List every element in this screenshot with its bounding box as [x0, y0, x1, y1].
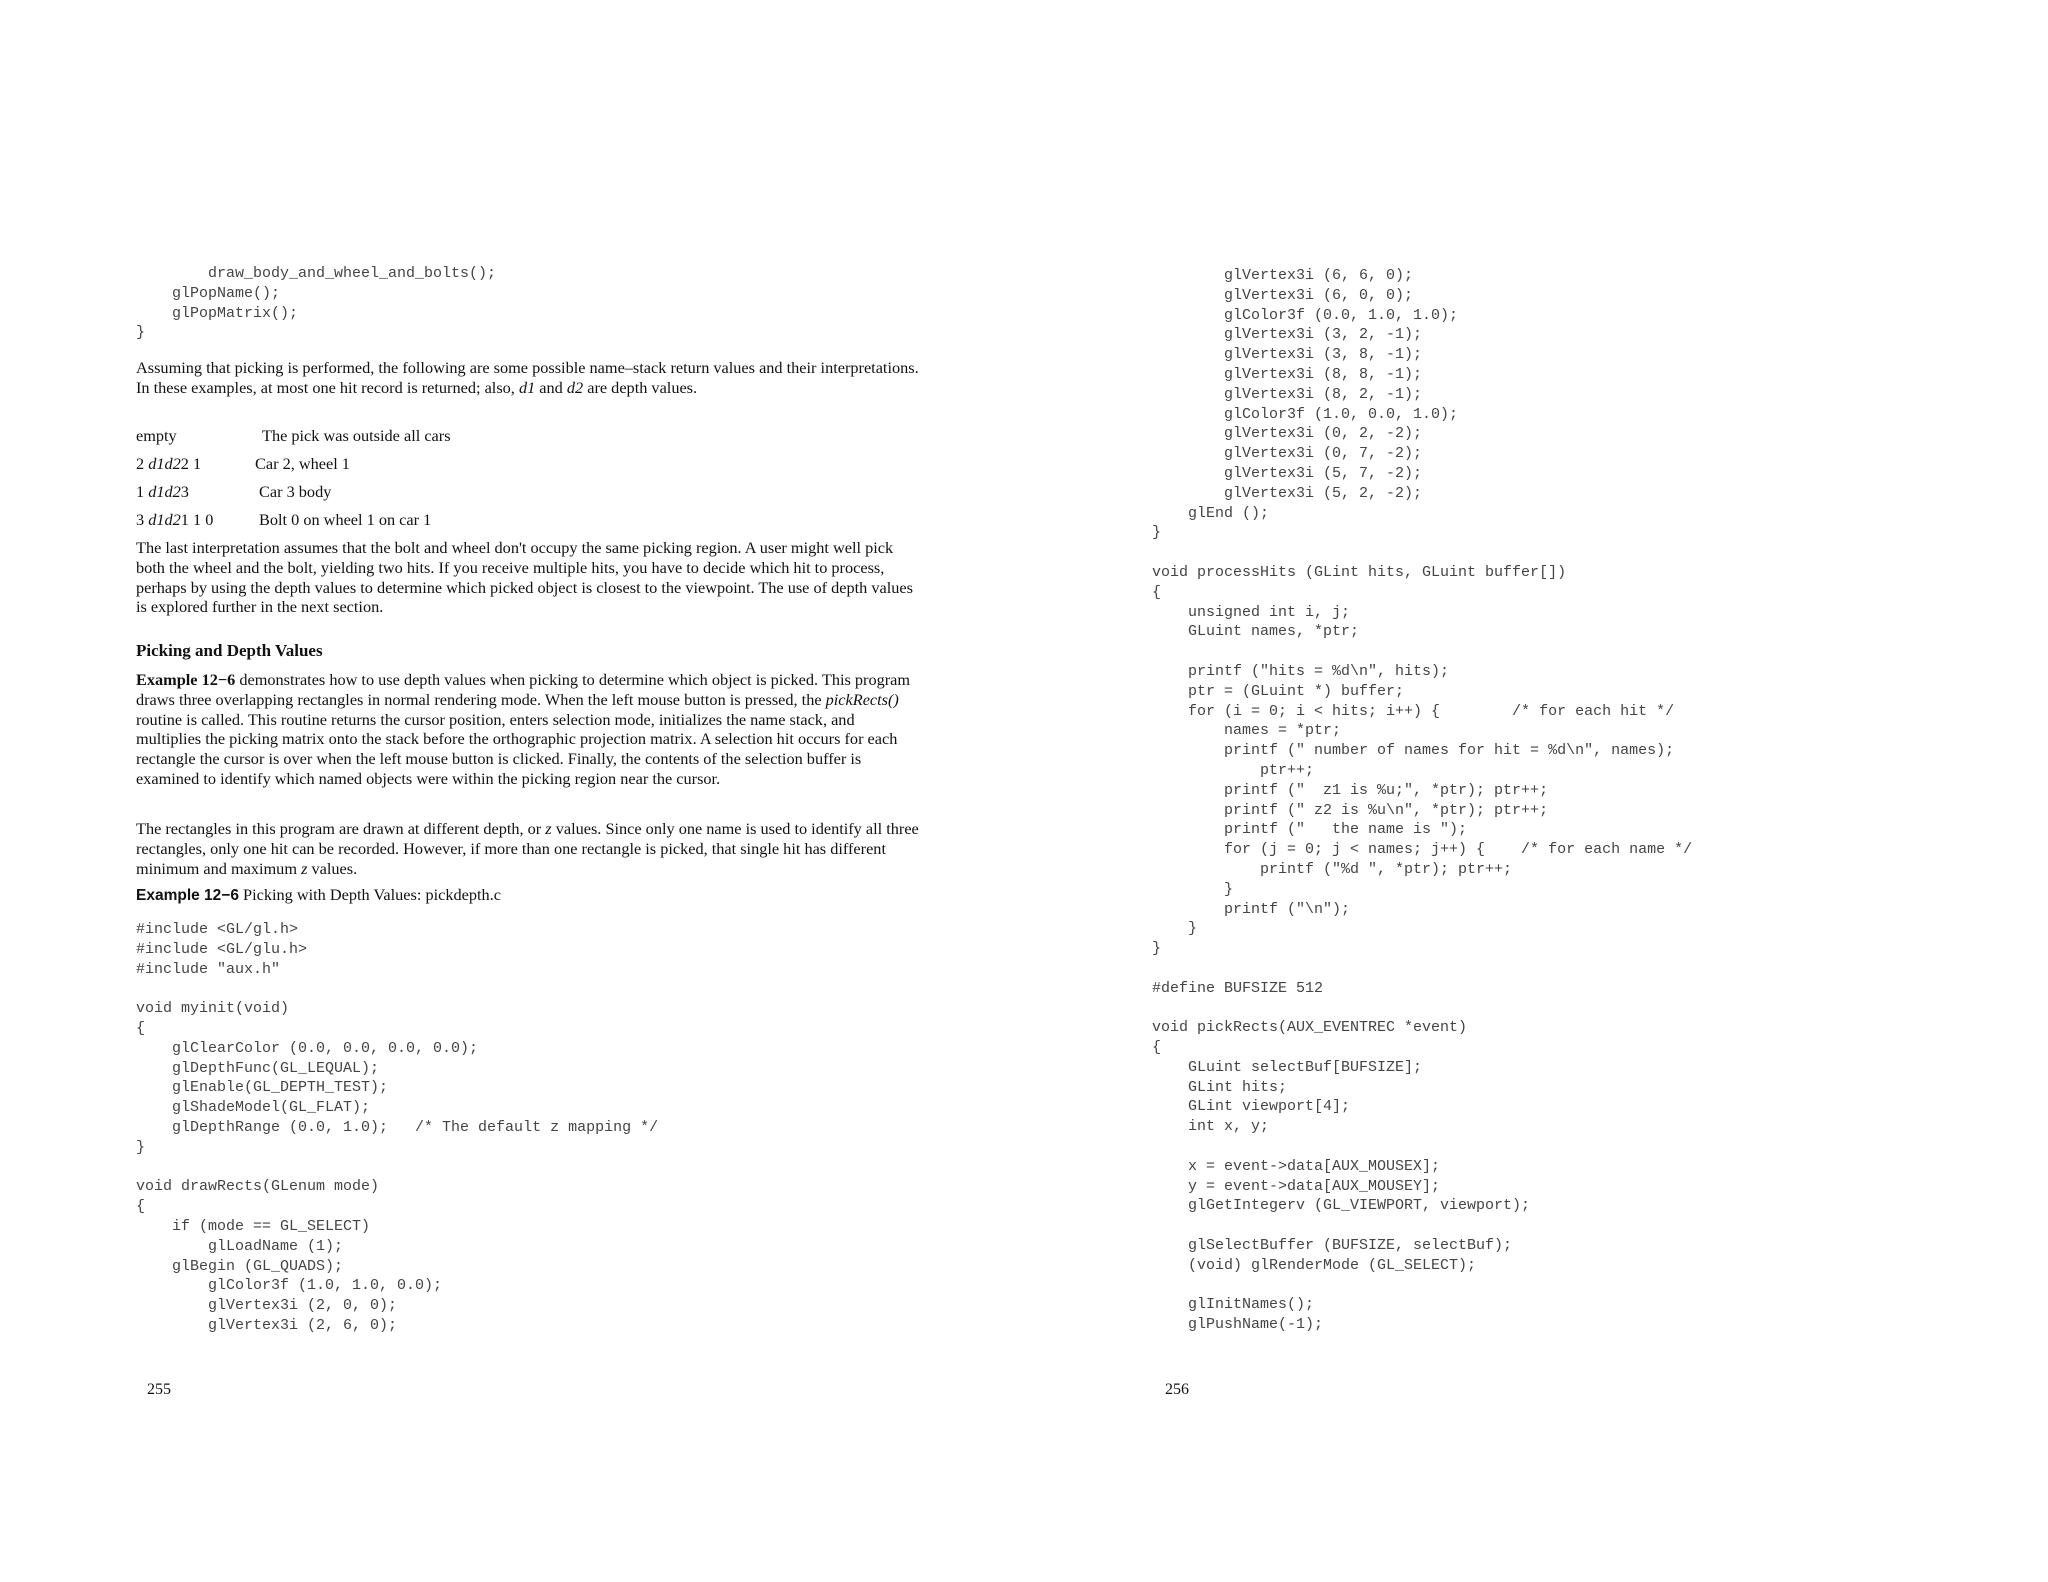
para1-text-pre: Assuming that picking is performed, the following are some possible name–stack return values and their interpretations. In these examples, at most one hit record is returned; also,	[136, 358, 919, 397]
example-value: 3 d1d21 1 0	[136, 510, 214, 529]
code-block-right: glVertex3i (6, 6, 0); glVertex3i (6, 0, 0); glColor3f (0.0, 1.0, 1.0); glVertex3i (3, 2, -1); glVertex3i (3, 8, -1); glVertex3i (8, 8, -1); glVertex3i (8, 2, -1); glColor3f (1.0, 0.0, 1.0); glVertex3i (0, 2, -2); glVertex3i (0, 7, -2); glVertex3i (5, 7, -2); glVertex3i (5, 2, -2); glEnd (); } void processHits (GLint hits, GLuint buffer[]) { unsigned int i, j; GLuint names, *ptr; printf ("hits = %d\n", hits); ptr = (GLuint *) buffer; for (i = 0; i < hits; i++) { /* for each hit */ names = *ptr; printf (" number of names for hit = %d\n", names); ptr++; printf (" z1 is %u;", *ptr); ptr++; printf (" z2 is %u\n", *ptr); ptr++; printf (" the name is "); for (j = 0; j < names; j++) { /* for each name */ printf ("%d ", *ptr); ptr++; } printf ("\n"); } } #define BUFSIZE 512 void pickRects(AUX_EVENTREC *event) { GLuint selectBuf[BUFSIZE]; GLint hits; GLint viewport[4]; int x, y; x = event->data[AUX_MOUSEX]; y = event->data[AUX_MOUSEY]; glGetIntegerv (GL_VIEWPORT, viewport); glSelectBuffer (BUFSIZE, selectBuf); (void) glRenderMode (GL_SELECT); glInitNames(); glPushName(-1);	[1152, 267, 1693, 1334]
para1-text-mid: and	[535, 377, 567, 397]
example-caption	[136, 885, 501, 906]
paragraph-depth-values: The rectangles in this program are drawn at different depth, or z values. Since only one name is used to identify all three rectangles, only one hit can be recorded. However, if more than one rectangle is picked, that single hit has different minimum and maximum z values.	[136, 819, 919, 878]
right-page	[1024, 0, 2048, 1582]
example-reference: Example 12−6	[136, 670, 236, 689]
paragraph-example-description: Example 12−6 demonstrates how to use depth values when picking to determine which object is picked. This program draws three overlapping rectangles in normal rendering mode. When the left mouse button is pressed, the pickRects() routine is called. This routine returns the cursor position, enters selection mode, initializes the name stack, and multiplies the picking matrix onto the stack before the orthographic projection matrix. A selection hit occurs for each rectangle the cursor is over when the left mouse button is clicked. Finally, the contents of the selection buffer is examined to identify which named objects were within the picking region near the cursor.	[136, 670, 911, 788]
para1-d2: d2	[566, 377, 584, 397]
para1-text-post: are depth values.	[583, 377, 698, 397]
caption-label: Example 12−6	[136, 887, 239, 904]
code-block-main: #include <GL/gl.h> #include <GL/glu.h> #include "aux.h" void myinit(void) { glClearColor (0.0, 0.0, 0.0, 0.0); glDepthFunc(GL_LEQUAL); glEnable(GL_DEPTH_TEST); glShadeModel(GL_FLAT); glDepthRange (0.0, 1.0); /* The default z mapping */ } void drawRects(GLenum mode) { if (mode == GL_SELECT) glLoadName (1); glBegin (GL_QUADS); glColor3f (1.0, 1.0, 0.0); glVertex3i (2, 0, 0); glVertex3i (2, 6, 0);	[136, 921, 659, 1334]
example-meaning: Car 2, wheel 1	[255, 454, 350, 473]
page-number: 255	[147, 1381, 171, 1398]
code-block-top: draw_body_and_wheel_and_bolts(); glPopName(); glPopMatrix(); }	[136, 265, 497, 342]
example-meaning: The pick was outside all cars	[262, 426, 451, 445]
caption-text: Picking with Depth Values: pickdepth.c	[238, 885, 501, 904]
example-meaning: Bolt 0 on wheel 1 on car 1	[259, 510, 432, 529]
paragraph-name-stack-intro	[136, 358, 920, 398]
example-value: 1 d1d23	[136, 482, 189, 501]
example-value: empty	[136, 426, 177, 445]
page-number: 256	[1165, 1381, 1189, 1398]
example-value: 2 d1d22 1	[136, 454, 202, 473]
example-meaning: Car 3 body	[259, 482, 332, 501]
section-heading: Picking and Depth Values	[136, 641, 323, 660]
paragraph-last-interpretation: The last interpretation assumes that the bolt and wheel don't occupy the same picking region. A user might well pick both the wheel and the bolt, yielding two hits. If you receive multiple hits, you have to decide which hit to process, perhaps by using the depth values to determine which picked object is closest to the viewpoint. The use of depth values is explored further in the next section.	[136, 538, 913, 617]
para1-d1: d1	[518, 377, 536, 397]
function-name-pickrects: pickRects()	[825, 689, 899, 709]
